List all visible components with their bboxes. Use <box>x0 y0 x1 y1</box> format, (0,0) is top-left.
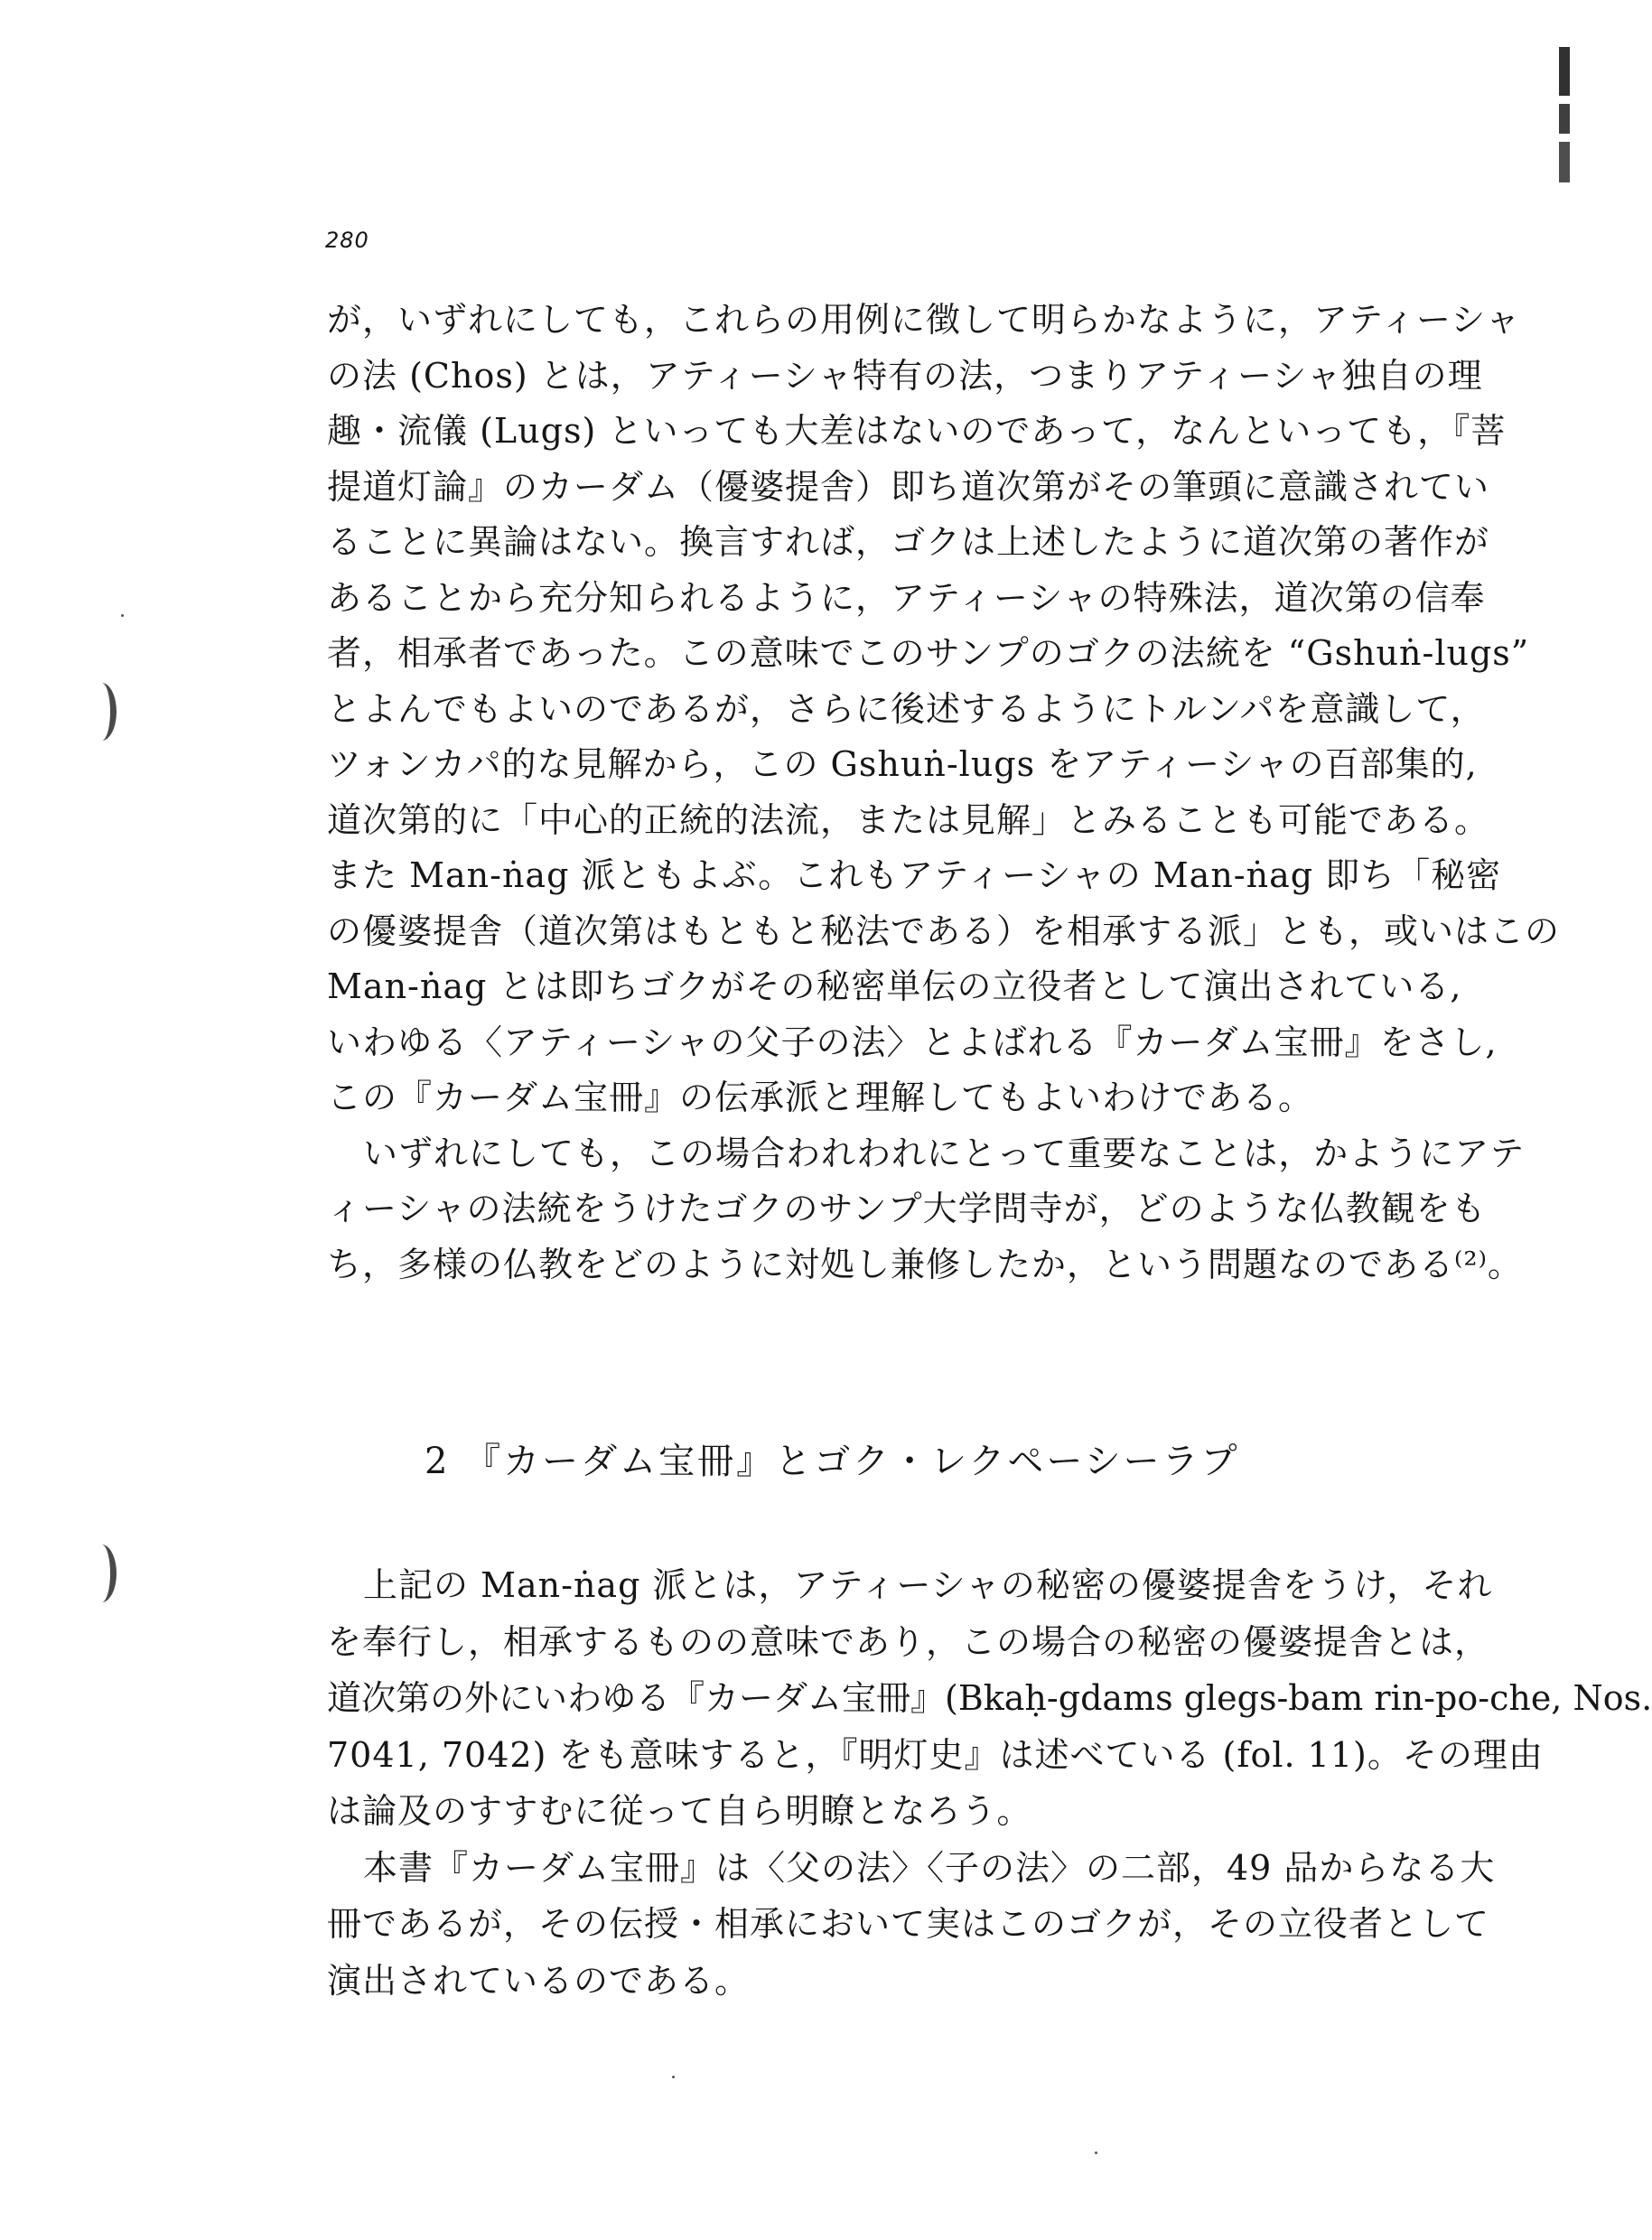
paragraph-start-line: 本書『カーダム宝冊』は〈父の法〉〈子の法〉の二部，49 品からなる大 <box>363 1847 1496 1888</box>
section-1-body <box>327 293 1561 1293</box>
text-line: の法 (Chos) とは，アティーシャ特有の法，つまりアティーシャ独自の理 <box>327 355 1483 396</box>
scan-speck <box>121 614 124 617</box>
text-line: 趣・流儀 (Lugs) といっても大差はないのであって，なんといっても，『菩 <box>327 411 1507 451</box>
text-line: いわゆる〈アティーシャの父子の法〉とよばれる『カーダム宝冊』をさし, <box>327 1022 1498 1062</box>
text-line: 提道灯論』のカーダム（優婆提舎）即ち道次第がその筆頭に意識されてい <box>327 466 1490 507</box>
binding-mark-lower <box>87 1545 117 1602</box>
text-line: ち，多様の仏教をどのように対処し兼修したか，という問題なのである⁽²⁾。 <box>327 1244 1523 1284</box>
section-2-body <box>327 1557 1652 2009</box>
text-line: 道次第的に「中心的正統的法流，または見解」とみることも可能である。 <box>327 799 1490 840</box>
text-line: 演出されているのである。 <box>327 1960 751 2001</box>
text-line: この『カーダム宝冊』の伝承派と理解してもよいわけである。 <box>327 1078 1314 1117</box>
section-2-heading: 2 『カーダム宝冊』とゴク・レクペーシーラプ <box>425 1441 1240 1482</box>
text-line: Man-ṅag とは即ちゴクがその秘密単伝の立役者として演出されている, <box>327 966 1462 1006</box>
text-line: 道次第の外にいわゆる『カーダム宝冊』(Bkaḥ-gdams glegs-bam rin-po-che, Nos. <box>327 1678 1652 1718</box>
text-line: 者，相承者であった。この意味でこのサンプのゴクの法統を “Gshuṅ-lugs” <box>327 633 1530 673</box>
page-edge-mark <box>1559 47 1570 182</box>
scan-speck <box>672 2076 675 2078</box>
text-line: 冊であるが，その伝授・相承において実はこのゴクが，その立役者として <box>327 1904 1490 1944</box>
scan-speck <box>1095 2151 1097 2154</box>
text-line: が，いずれにしても，これらの用例に徴して明らかなように，アティーシャ <box>327 300 1521 340</box>
text-line: ィーシャの法統をうけたゴクのサンプ大学問寺が，どのような仏教観をも <box>327 1189 1487 1228</box>
text-line: 7041, 7042) をも意味すると，『明灯史』は述べている (fol. 11)。その理由 <box>327 1734 1544 1775</box>
text-line: の優婆提舎（道次第はもともと秘法である）を相承する派」とも，或いはこの <box>327 910 1561 951</box>
text-line: を奉行し，相承するものの意味であり，この場合の秘密の優婆提舎とは， <box>327 1621 1490 1662</box>
text-line: とよんでもよいのであるが，さらに後述するようにトルンパを意識して， <box>327 688 1486 729</box>
text-line: ることに異論はない。換言すれば，ゴクは上述したように道次第の著作が <box>327 522 1490 562</box>
text-line: あることから充分知られるように，アティーシャの特殊法，道次第の信奉 <box>327 577 1486 618</box>
binding-mark-upper <box>87 683 117 741</box>
paragraph-start-line: いずれにしても，この場合われわれにとって重要なことは，かようにアテ <box>363 1133 1526 1173</box>
page-number: 280 <box>325 228 369 253</box>
text-line: は論及のすすむに従って自ら明瞭となろう。 <box>327 1791 1032 1831</box>
text-line: また Man-ṅag 派ともよぶ。これもアティーシャの Man-ṅag 即ち「秘密 <box>327 855 1502 895</box>
text-line: ツォンカパ的な見解から，この Gshuṅ-lugs をアティーシャの百部集的, <box>327 744 1478 784</box>
paragraph-start-line: 上記の Man-ṅag 派とは，アティーシャの秘密の優婆提舎をうけ，それ <box>363 1565 1493 1605</box>
